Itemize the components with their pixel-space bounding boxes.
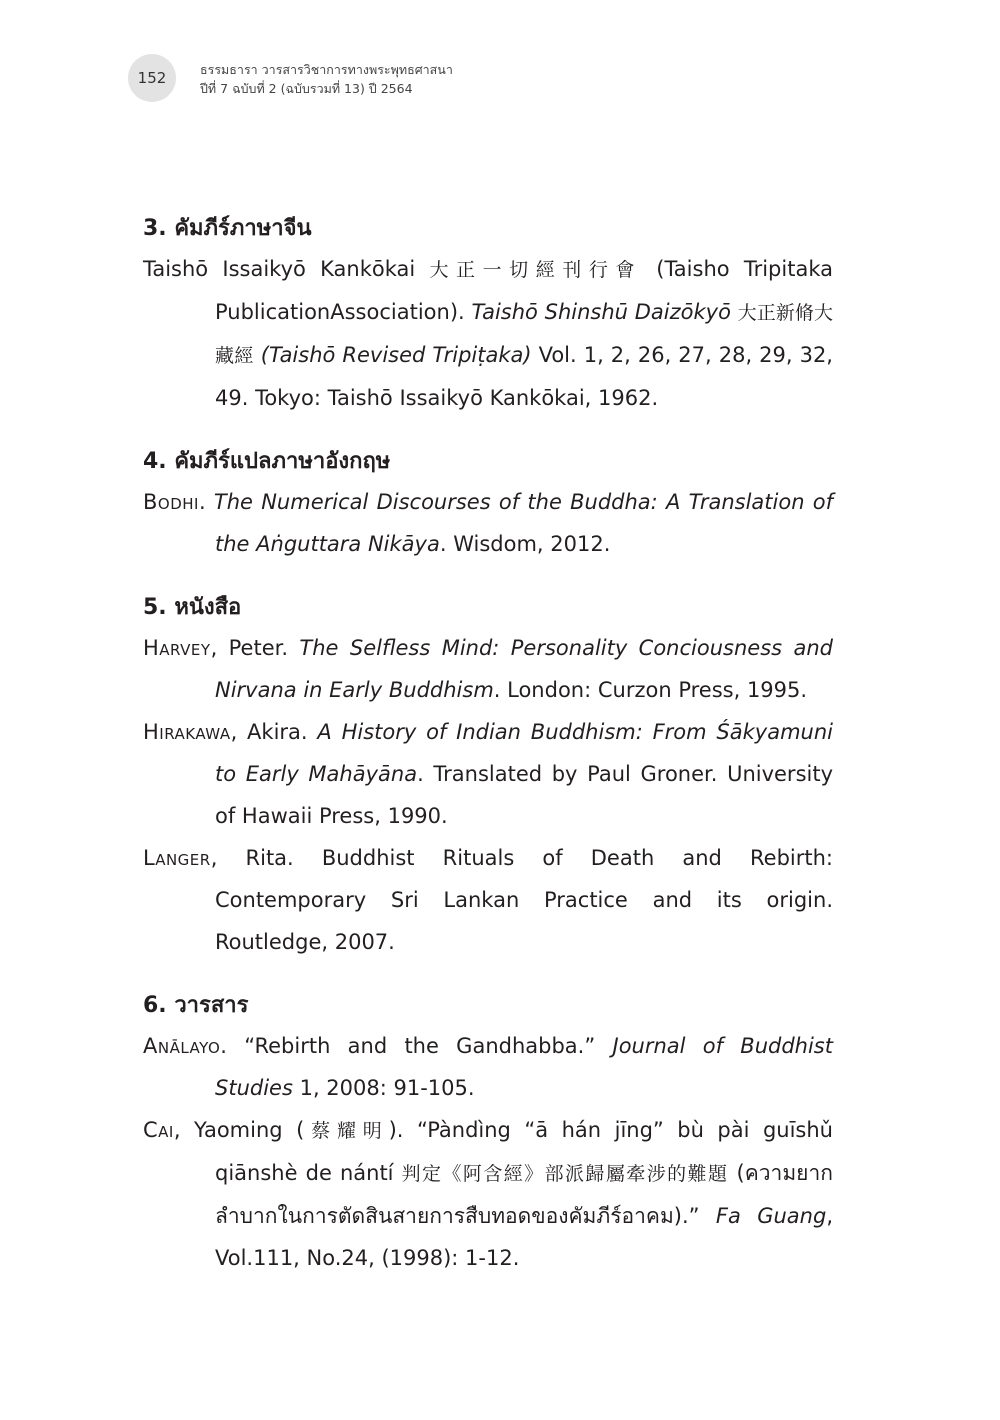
reference-text: A History of Indian Buddhism: From Śākyamuni to Early Mahāyāna: [215, 720, 833, 786]
reference-text: Fa Guang: [715, 1204, 827, 1228]
journal-issue: ปีที่ 7 ฉบับที่ 2 (ฉบับรวมที่ 13) ปี 2564: [200, 81, 413, 96]
reference-text: (Taisho Tripitaka PublicationAssociation).: [215, 257, 833, 324]
bibliography-section: [143, 591, 833, 963]
reference-text: Vol. 1, 2, 26, 27, 28, 29, 32, 49. Tokyo: Taishō Issaikyō Kankōkai, 1962.: [215, 343, 833, 410]
reference-text: ). “Pàndìng “ā hán jīng” bù pài guīshǔ qiānshè de nántí: [215, 1118, 833, 1185]
bibliography-section: [143, 212, 833, 419]
section-title: 4. คัมภีร์แปลภาษาอังกฤษ: [143, 449, 391, 474]
section-title: 5. หนังสือ: [143, 595, 242, 620]
reference-text: Harvey: [143, 636, 211, 660]
reference-text: (Taishō Revised Tripiṭaka): [253, 343, 532, 367]
reference-text: Langer: [143, 846, 211, 870]
reference-entry: [143, 837, 833, 963]
reference-text: . London: Curzon Press, 1995.: [493, 678, 808, 702]
reference-text: The Numerical Discourses of the Buddha: A Translation of the Aṅguttara Nikāya: [213, 490, 833, 556]
reference-text: Cai: [143, 1118, 174, 1142]
reference-text: , Vol.111, No.24, (1998): 1-12.: [215, 1204, 834, 1270]
reference-text: . Translated by Paul Groner. University of Hawaii Press, 1990.: [215, 762, 834, 828]
reference-entry: [143, 627, 833, 711]
reference-entry: [143, 711, 833, 837]
reference-entry: [143, 248, 833, 419]
reference-text: , Yaoming (: [173, 1118, 305, 1142]
reference-text: .: [198, 490, 214, 514]
reference-text: 1, 2008: 91-105.: [292, 1076, 475, 1100]
reference-text: (ความยากลำบากในการตัดสินสายการสืบทอดของคัมภีร์อาคม).”: [215, 1161, 833, 1228]
reference-text: . Wisdom, 2012.: [439, 532, 611, 556]
reference-text: 蔡耀明: [304, 1120, 389, 1142]
reference-text: The Selfless Mind: Personality Conciousness and Nirvana in Early Buddhism: [215, 636, 833, 702]
page-number-badge: [128, 54, 176, 102]
page-number: 152: [137, 69, 167, 87]
reference-text: Taishō Shinshū Daizōkyō: [471, 300, 738, 324]
reference-text: Hirakawa: [143, 720, 231, 744]
reference-text: Journal of Buddhist Studies: [215, 1034, 833, 1100]
reference-text: , Akira.: [230, 720, 318, 744]
journal-info: [200, 60, 453, 98]
reference-entry: [143, 481, 833, 565]
reference-entry: [143, 1109, 833, 1279]
bibliography-section: [143, 445, 833, 565]
reference-text: Anālayo: [143, 1034, 221, 1058]
reference-text: 判定《阿含經》部派歸屬牽涉的難題: [401, 1163, 729, 1185]
reference-text: , Rita. Buddhist Rituals of Death and Rebirth: Contemporary Sri Lankan Practice and its origin. Routledge, 2007.: [210, 846, 833, 954]
reference-text: 大正一切經刊行會: [429, 259, 643, 281]
journal-title: ธรรมธารา วารสารวิชาการทางพระพุทธศาสนา: [200, 62, 453, 77]
bibliography: [143, 212, 833, 1305]
section-title: 6. วารสาร: [143, 993, 249, 1018]
reference-text: 大正新脩大藏經: [215, 302, 833, 367]
reference-text: . “Rebirth and the Gandhabba.”: [220, 1034, 613, 1058]
reference-text: Taishō Issaikyō Kankōkai: [143, 257, 430, 281]
reference-text: , Peter.: [210, 636, 300, 660]
section-title: 3. คัมภีร์ภาษาจีน: [143, 216, 312, 241]
reference-text: Bodhi: [143, 490, 199, 514]
reference-entry: [143, 1025, 833, 1109]
bibliography-section: [143, 989, 833, 1279]
